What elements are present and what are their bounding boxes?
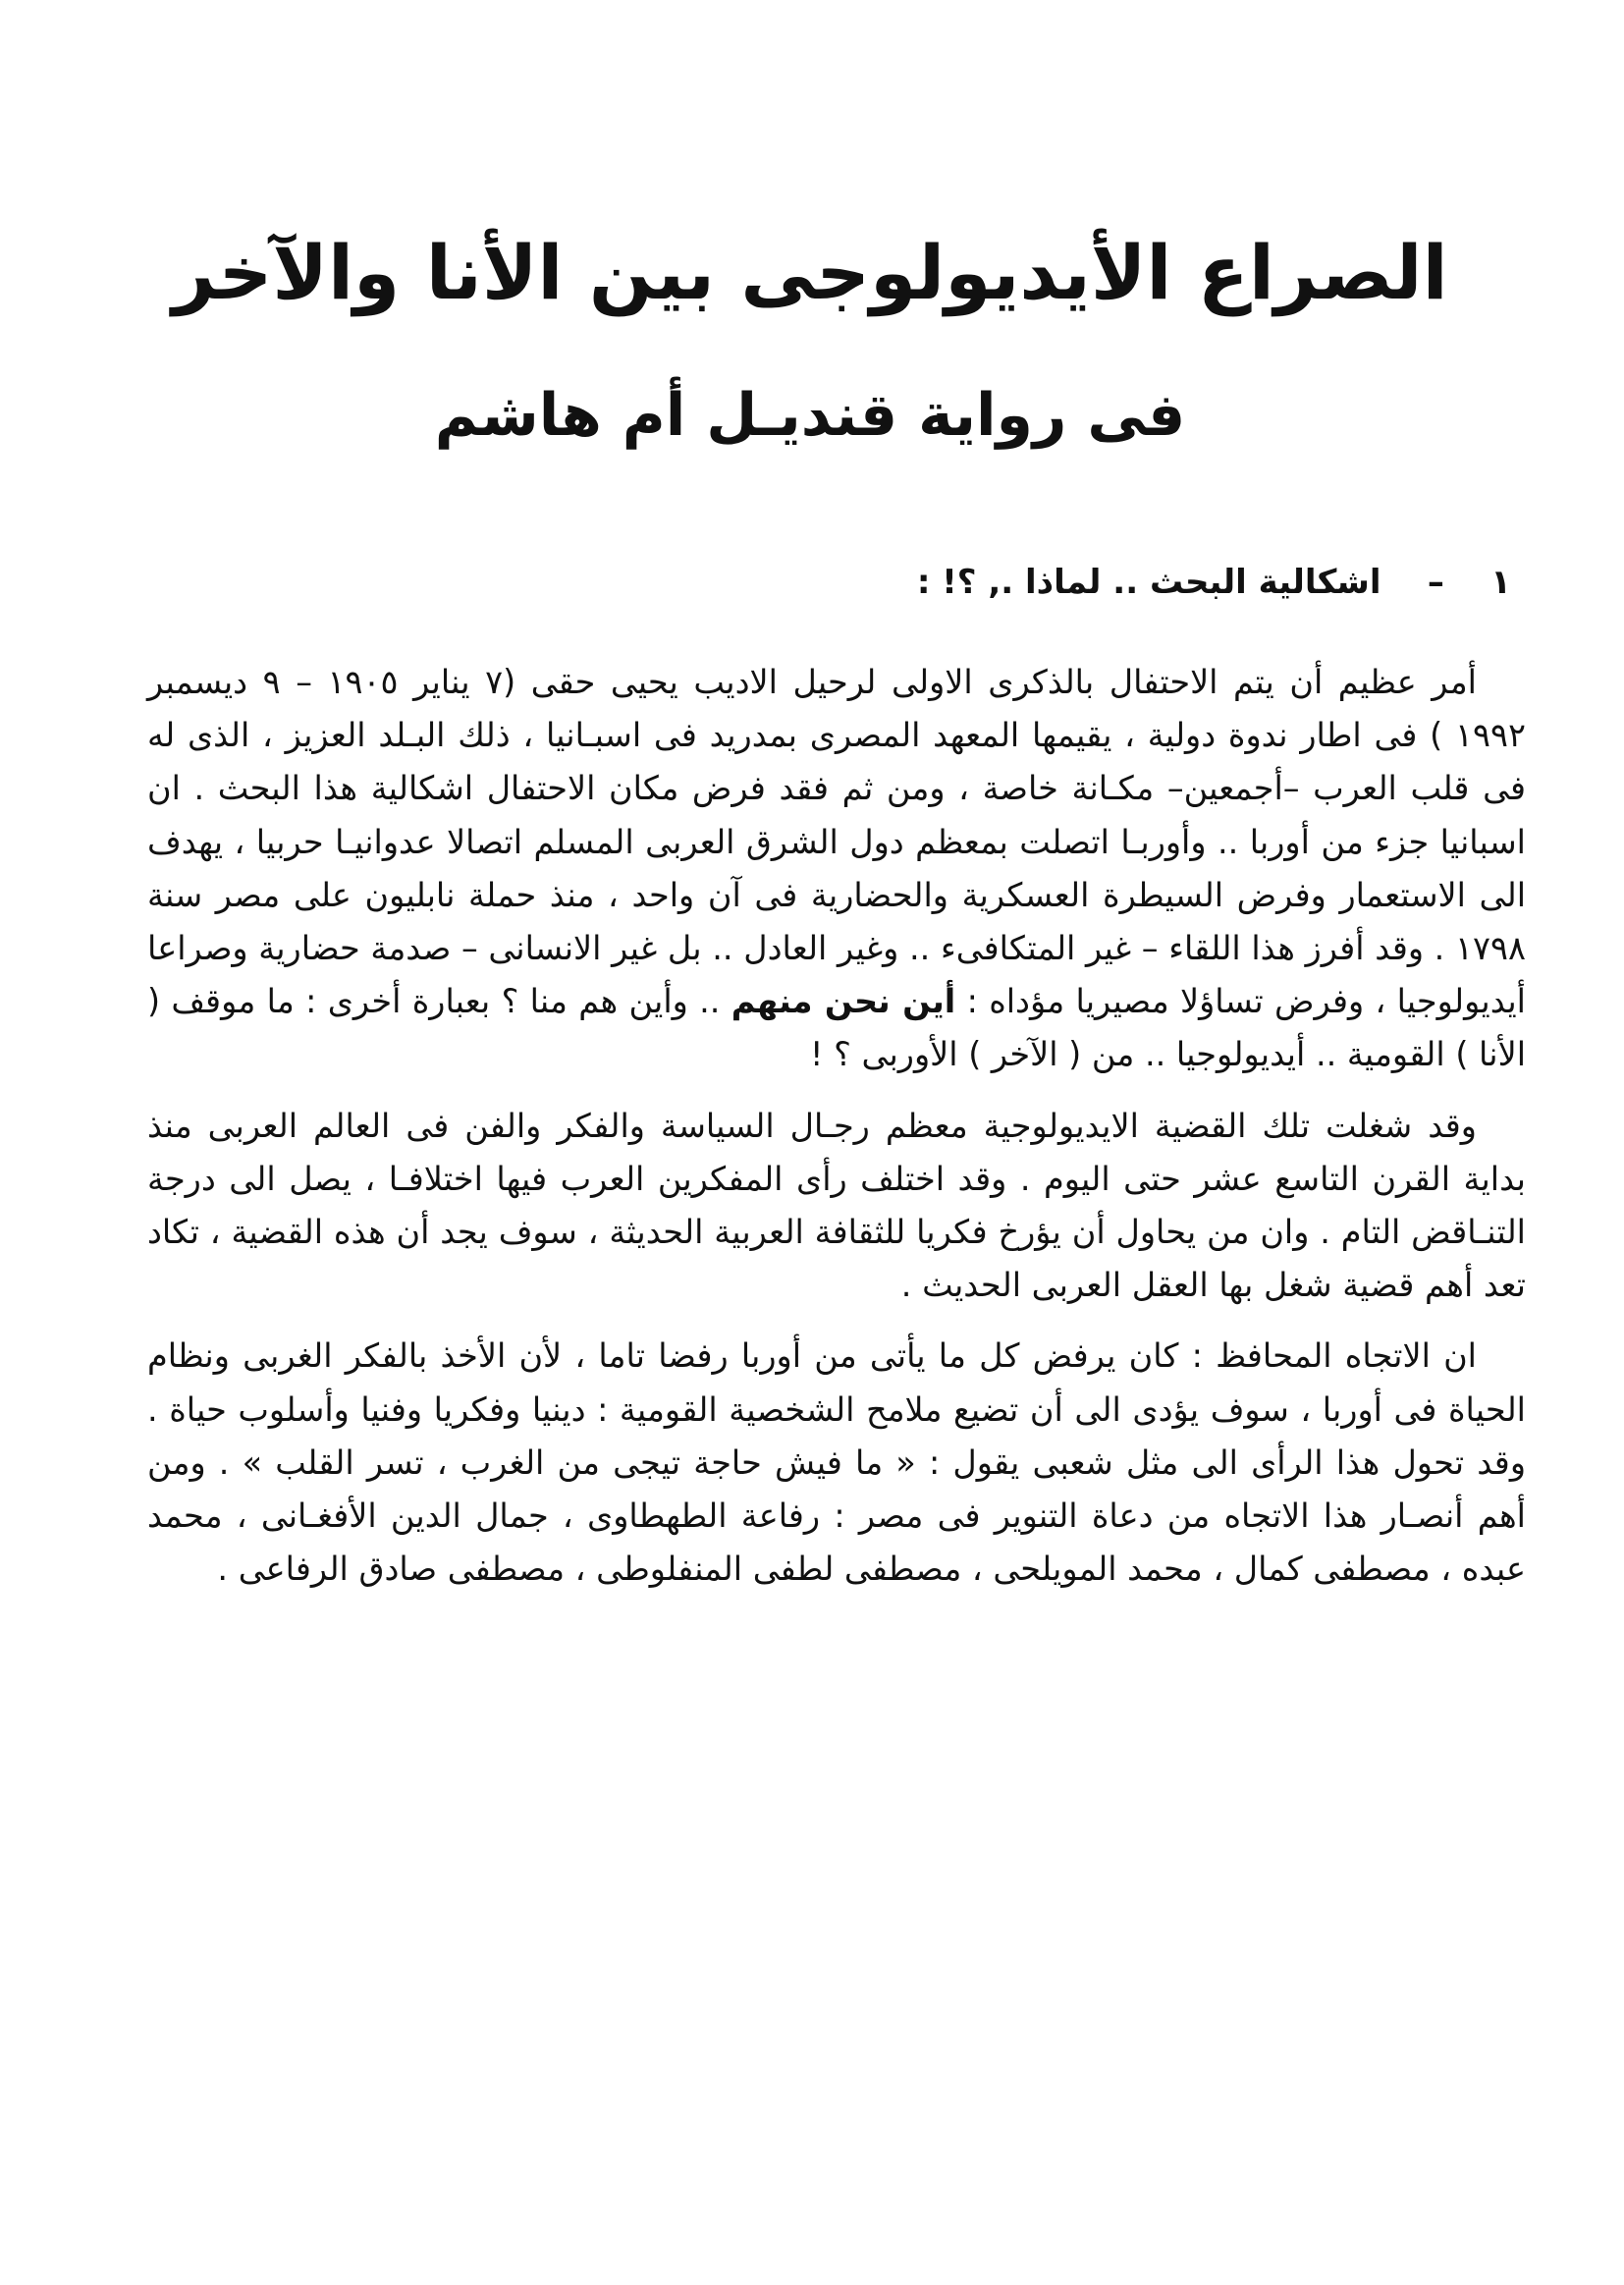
section-dash: – — [1427, 563, 1444, 602]
paragraph-3: ان الاتجاه المحافظ : كان يرفض كل ما يأتى من أوربا رفضا تاما ، لأن الأخذ بالفكر الغربى ونظام الحياة فى أوربا ، سوف يؤدى الى أن تضيع ملامح الشخصية القومية : دينيا وفكريا وفنيا وأسلوب حياة . وقد تحول هذا الرأى الى مثل شعبى يقول : « ما فيش حاجة تيجى من الغرب ، تسر القلب » . ومن أهم أنصـار هذا الاتجاه من دعاة التنوير فى مصر : رفاعة الطهطاوى ، جمال الدين الأفغـانى ، محمد عبده ، مصطفى كمال ، محمد المويلحى ، مصطفى لطفى المنفلوطى ، مصطفى صادق الرفاعى . — [147, 1336, 1526, 1589]
section-heading-text: اشكالية البحث .. لماذا ., ؟! : — [916, 563, 1381, 602]
paragraph-1-bold-phrase: أين نحن منهم — [731, 982, 956, 1021]
paragraph-1-part-2: .. وأين هم منا ؟ بعبارة أخرى : ما موقف ( الأنا ) القومية .. أيديولوجيا .. من ( الآخر ) الأوربى ؟ ! — [147, 982, 1526, 1074]
body-text — [147, 656, 1526, 1613]
section-heading — [431, 558, 1511, 607]
paragraph-1 — [147, 656, 1526, 1082]
paragraph-2: وقد شغلت تلك القضية الايديولوجية معظم رجـال السياسة والفكر والفن فى العالم العربى منذ بداية القرن التاسع عشر حتى اليوم . وقد اختلف رأى المفكرين العرب فيها اختلافـا ، يصل الى درجة التنـاقض التام . وان من يحاول أن يؤرخ فكريا للثقافة العربية الحديثة ، سوف يجد أن هذه القضية ، تكاد تعد أهم قضية شغل بها العقل العربى الحديث . — [147, 1106, 1526, 1305]
page-subtitle: فى رواية قنديـل أم هاشم — [434, 381, 1186, 450]
section-number: ١ — [1490, 563, 1511, 602]
page-title: الصراع الأيديولوجى بين الأنا والآخر — [172, 229, 1448, 316]
paragraph-1-part-1: أمر عظيم أن يتم الاحتفال بالذكرى الاولى لرحيل الاديب يحيى حقى (٧ يناير ١٩٠٥ – ٩ ديسمبر ١٩٩٢ ) فى اطار ندوة دولية ، يقيمها المعهد المصرى بمدريد فى اسبـانيا ، ذلك البـلد العزيز ، الذى له فى قلب العرب –أجمعين– مكـانة خاصة ، ومن ثم فقد فرض مكان الاحتفال اشكالية هذا البحث . ان اسبانيا جزء من أوربا .. وأوربـا اتصلت بمعظم دول الشرق العربى المسلم اتصالا عدوانيـا حربيا ، يهدف الى الاستعمار وفرض السيطرة العسكرية والحضارية فى آن واحد ، منذ حملة نابليون على مصر سنة ١٧٩٨ . وقد أفرز هذا اللقاء – غير المتكافىء .. وغير العادل .. بل غير الانسانى – صدمة حضارية وصراعا أيديولوجيا ، وفرض تساؤلا مصيريا مؤداه : — [147, 663, 1526, 1021]
